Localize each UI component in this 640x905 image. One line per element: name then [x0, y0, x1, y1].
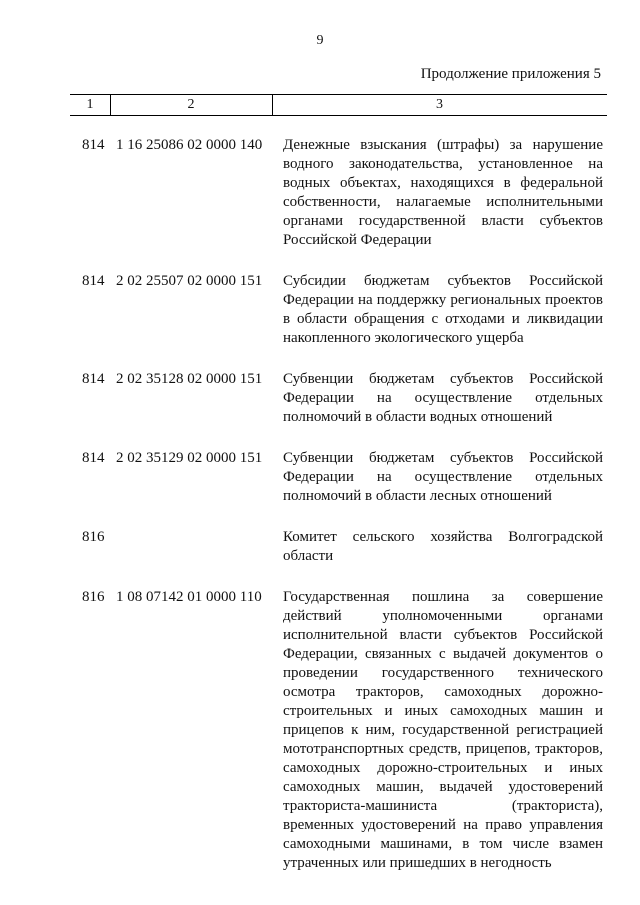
budget-classification-code: 2 02 25507 02 0000 151 [116, 273, 263, 289]
admin-code: 814 [82, 137, 105, 153]
revenue-description: Государственная пошлина за совершение действий уполномоченными органами исполнительной власти субъектов Российской Федерации, связанных с выдачей документов о проведении государственного технического осмотра тракторов, самоходных дорожно-строительных и иных самоходных машин и прицепов к ним, государственной регистрацией мототранспортных средств, прицепов, тракторов, самоходных дорожно-строительных и иных самоходных машин, выдачей удостоверений тракториста-машиниста (тракториста), временных удостоверений на право управления самоходными машинами, в том числе взамен утраченных или пришедших в негодность [283, 589, 603, 871]
budget-classification-code: 2 02 35128 02 0000 151 [116, 371, 263, 387]
admin-code: 814 [82, 450, 105, 466]
admin-code: 814 [82, 371, 105, 387]
budget-classification-code: 2 02 35129 02 0000 151 [116, 450, 263, 466]
budget-classification-code: 1 08 07142 01 0000 110 [116, 589, 262, 605]
header-col-2: 2 [187, 97, 195, 112]
table-body [0, 136, 640, 895]
header-col-1: 1 [86, 97, 94, 112]
table-row [0, 588, 640, 873]
revenue-description: Субвенции бюджетам субъектов Российской Федерации на осуществление отдельных полномочий в области лесных отношений [283, 450, 603, 504]
budget-classification-code: 1 16 25086 02 0000 140 [116, 137, 263, 153]
appendix-continuation-label: Продолжение приложения 5 [420, 66, 601, 82]
table-row [0, 528, 640, 566]
revenue-description: Комитет сельского хозяйства Волгоградской области [283, 529, 603, 564]
table-row [0, 272, 640, 348]
admin-code: 816 [82, 529, 105, 545]
revenue-description: Денежные взыскания (штрафы) за нарушение водного законодательства, установленное на водных объектах, находящихся в федеральной собственности, налагаемые исполнительными органами государственной власти субъектов Российской Федерации [283, 137, 603, 248]
revenue-description: Субвенции бюджетам субъектов Российской Федерации на осуществление отдельных полномочий в области водных отношений [283, 371, 603, 425]
revenue-description: Субсидии бюджетам субъектов Российской Федерации на поддержку региональных проектов в области обращения с отходами и ликвидации накопленного экологического ущерба [283, 273, 603, 346]
admin-code: 816 [82, 589, 105, 605]
table-row [0, 370, 640, 427]
admin-code: 814 [82, 273, 105, 289]
table-row [0, 136, 640, 250]
table-header [70, 94, 607, 116]
header-col-3: 3 [436, 97, 443, 112]
table-row [0, 449, 640, 506]
page-number: 9 [316, 33, 324, 48]
